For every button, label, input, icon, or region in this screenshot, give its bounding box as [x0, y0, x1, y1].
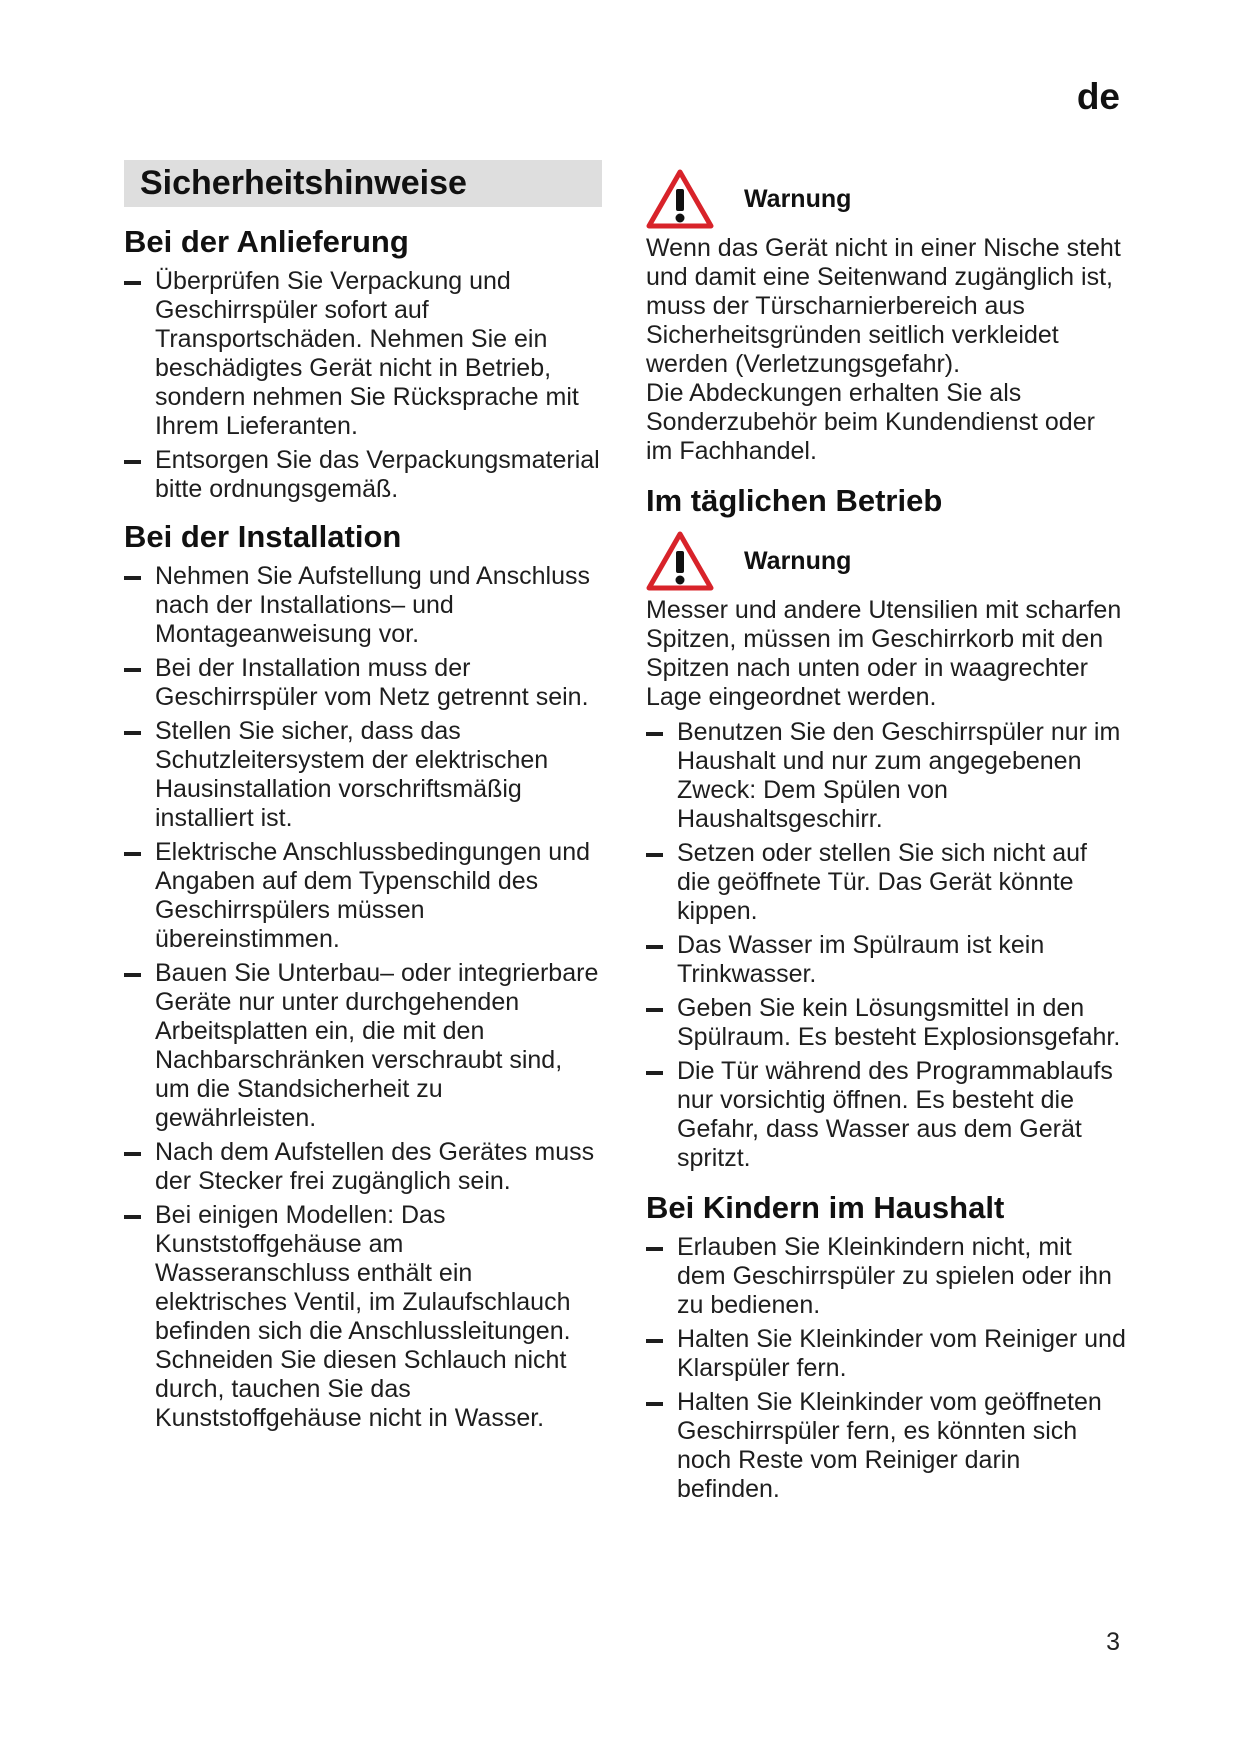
language-code: de	[1076, 76, 1120, 117]
list-item: Bei der Installation muss der Geschirrspüler vom Netz getrennt sein.	[124, 654, 602, 712]
warning-text: Wenn das Gerät nicht in einer Nische steht und damit eine Seitenwand zugänglich ist, muss der Türscharnierbereich aus Sicherheitsgründen seitlich verkleidet werden (Verletzungsgefahr).	[646, 234, 1121, 378]
list-item: Entsorgen Sie das Verpackungsmaterial bitte ordnungsgemäß.	[124, 446, 602, 504]
daily-operation-list	[646, 718, 1126, 1173]
warning-triangle-icon	[646, 531, 714, 591]
list-item: Setzen oder stellen Sie sich nicht auf die geöffnete Tür. Das Gerät könnte kippen.	[646, 839, 1126, 926]
section-banner: Sicherheitshinweise	[124, 160, 602, 207]
list-item: Nehmen Sie Aufstellung und Anschluss nach der Installations– und Montageanweisung vor.	[124, 562, 602, 649]
list-item: Elektrische Anschlussbedingungen und Angaben auf dem Typenschild des Geschirrspülers müssen übereinstimmen.	[124, 838, 602, 954]
right-column	[646, 168, 1126, 1509]
heading-installation: Bei der Installation	[124, 519, 402, 554]
list-item: Benutzen Sie den Geschirrspüler nur im Haushalt und nur zum angegebenen Zweck: Dem Spülen von Haushaltsgeschirr.	[646, 718, 1126, 834]
left-column	[124, 160, 602, 1438]
list-item: Geben Sie kein Lösungsmittel in den Spülraum. Es besteht Explosionsgefahr.	[646, 994, 1126, 1052]
children-list	[646, 1233, 1126, 1504]
list-item: Bauen Sie Unterbau– oder integrierbare Geräte nur unter durchgehenden Arbeitsplatten ein, die mit den Nachbarschränken verschraubt sind, um die Standsicherheit zu gewährleisten.	[124, 959, 602, 1133]
list-item: Die Tür während des Programmablaufs nur vorsichtig öffnen. Es besteht die Gefahr, dass Wasser aus dem Gerät spritzt.	[646, 1057, 1126, 1173]
installation-list	[124, 562, 602, 1433]
list-item: Nach dem Aufstellen des Gerätes muss der Stecker frei zugänglich sein.	[124, 1138, 602, 1196]
list-item: Halten Sie Kleinkinder vom geöffneten Geschirrspüler fern, es könnten sich noch Reste vom Reiniger darin befinden.	[646, 1388, 1126, 1504]
list-item: Erlauben Sie Kleinkindern nicht, mit dem Geschirrspüler zu spielen oder ihn zu bedienen.	[646, 1233, 1126, 1320]
warning-header	[646, 530, 1126, 592]
warning-header	[646, 168, 1126, 230]
heading-delivery: Bei der Anlieferung	[124, 224, 409, 259]
page-number: 3	[1106, 1628, 1120, 1656]
list-item: Das Wasser im Spülraum ist kein Trinkwasser.	[646, 931, 1126, 989]
warning-text: Die Abdeckungen erhalten Sie als Sonderzubehör beim Kundendienst oder im Fachhandel.	[646, 379, 1095, 465]
warning-label: Warnung	[744, 546, 852, 575]
warning-triangle-icon	[646, 169, 714, 229]
warning-label: Warnung	[744, 184, 852, 213]
heading-children: Bei Kindern im Haushalt	[646, 1190, 1005, 1225]
list-item: Halten Sie Kleinkinder vom Reiniger und Klarspüler fern.	[646, 1325, 1126, 1383]
warning-text: Messer und andere Utensilien mit scharfen Spitzen, müssen im Geschirrkorb mit den Spitzen nach unten oder in waagrechter Lage eingeordnet werden.	[646, 596, 1122, 711]
delivery-list	[124, 267, 602, 504]
list-item: Überprüfen Sie Verpackung und Geschirrspüler sofort auf Transportschäden. Nehmen Sie ein beschädigtes Gerät nicht in Betrieb, sondern nehmen Sie Rücksprache mit Ihrem Lieferanten.	[124, 267, 602, 441]
list-item: Stellen Sie sicher, dass das Schutzleitersystem der elektrischen Hausinstallation vorschriftsmäßig installiert ist.	[124, 717, 602, 833]
heading-daily-operation: Im täglichen Betrieb	[646, 483, 943, 518]
list-item: Bei einigen Modellen: Das Kunststoffgehäuse am Wasseranschluss enthält ein elektrisches Ventil, im Zulaufschlauch befinden sich die Anschlussleitungen. Schneiden Sie diesen Schlauch nicht durch, tauchen Sie das Kunststoffgehäuse nicht in Wasser.	[124, 1201, 602, 1433]
